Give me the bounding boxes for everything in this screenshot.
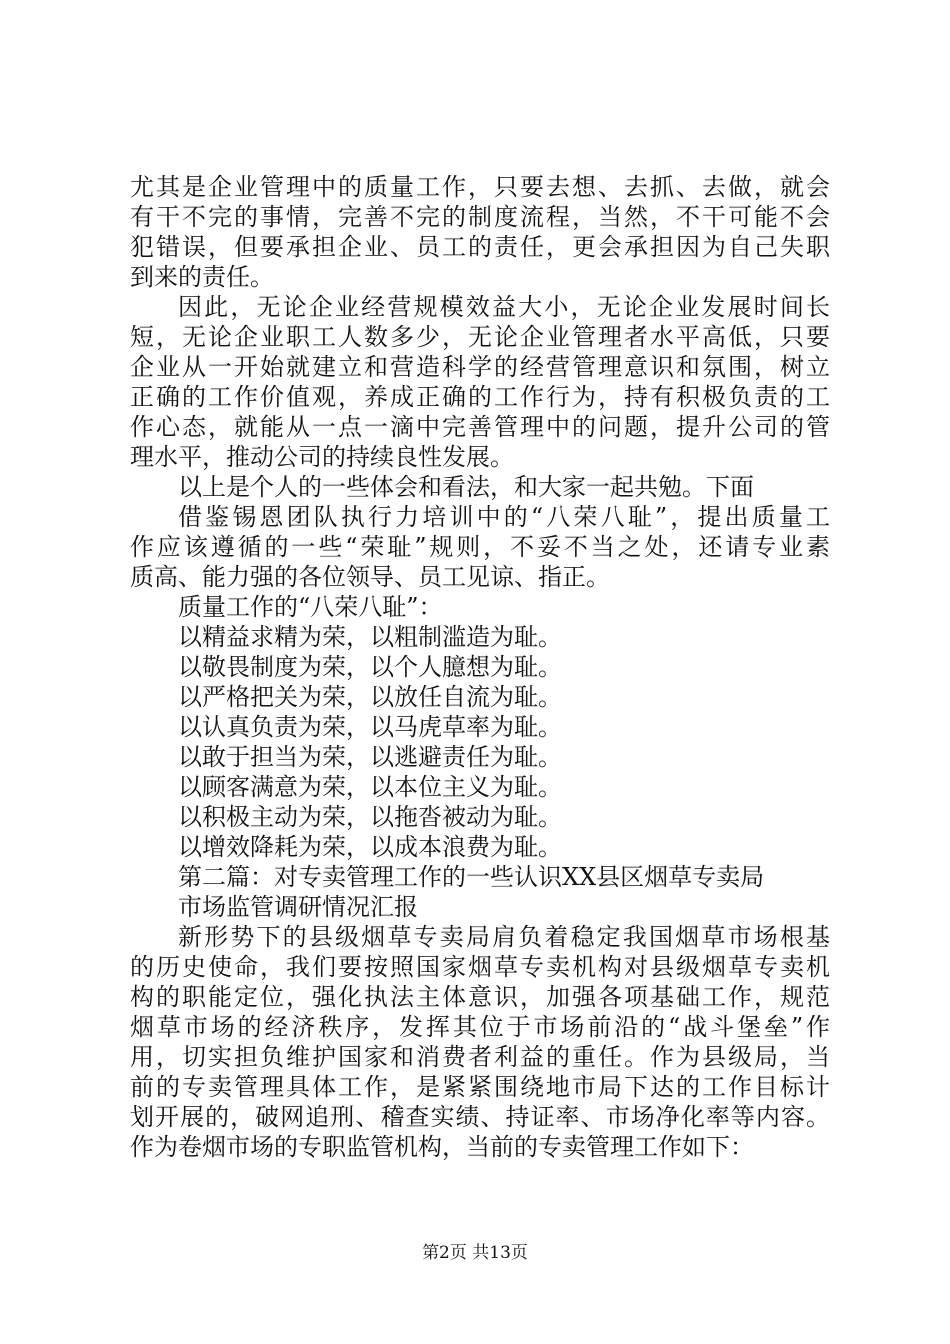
text-line: 划开展的，破网追刑、稽查实绩、持证率、市场净化率等内容。 [130,1103,830,1131]
text-line: 以精益求精为荣，以粗制滥造为耻。 [178,623,562,651]
section-heading: 第二篇：对专卖管理工作的一些认识XX县区烟草专卖局 [178,863,765,891]
text-line: 以敢于担当为荣，以逃避责任为耻。 [178,743,562,771]
text-line: 尤其是企业管理中的质量工作，只要去想、去抓、去做，就会 [130,173,830,201]
text-line: 短，无论企业职工人数多少，无论企业管理者水平高低，只要 [130,323,830,351]
text-line: 质高、能力强的各位领导、员工见谅、指正。 [130,563,610,591]
text-line: 以积极主动为荣，以拖沓被动为耻。 [178,803,562,831]
text-line: 以敬畏制度为荣，以个人臆想为耻。 [178,653,562,681]
text-line: 作为卷烟市场的专职监管机构，当前的专卖管理工作如下： [130,1133,754,1161]
text-line: 有干不完的事情，完善不完的制度流程，当然，不干可能不会 [130,203,830,231]
text-line: 正确的工作价值观，养成正确的工作行为，持有积极负责的工 [130,383,830,411]
text-line: 以顾客满意为荣，以本位主义为耻。 [178,773,562,801]
text-line: 以增效降耗为荣，以成本浪费为耻。 [178,833,562,861]
text-line: 以严格把关为荣，以放任自流为耻。 [178,683,562,711]
text-line: 企业从一开始就建立和营造科学的经营管理意识和氛围，树立 [130,353,830,381]
text-line: 烟草市场的经济秩序，发挥其位于市场前沿的“战斗堡垒”作 [130,1013,830,1041]
text-line: 的历史使命，我们要按照国家烟草专卖机构对县级烟草专卖机 [130,953,830,981]
document-body [130,172,830,1162]
page-number: 第2页 共13页 [422,1243,528,1263]
text-line: 用，切实担负维护国家和消费者利益的重任。作为县级局，当 [130,1043,830,1071]
text-line: 理水平，推动公司的持续良性发展。 [130,443,514,471]
text-line: 以认真负责为荣，以马虎草率为耻。 [178,713,562,741]
text-line: 新形势下的县级烟草专卖局肩负着稳定我国烟草市场根基 [178,923,830,951]
text-line: 因此，无论企业经营规模效益大小，无论企业发展时间长 [178,293,830,321]
text-line: 作心态，就能从一点一滴中完善管理中的问题，提升公司的管 [130,413,830,441]
text-line: 构的职能定位，强化执法主体意识，加强各项基础工作，规范 [130,983,830,1011]
text-line: 作应该遵循的一些“荣耻”规则，不妥不当之处，还请专业素 [130,533,830,561]
text-line: 前的专卖管理具体工作，是紧紧围绕地市局下达的工作目标计 [130,1073,830,1101]
text-line: 以上是个人的一些体会和看法，和大家一起共勉。下面 [178,473,754,501]
text-line: 犯错误，但要承担企业、员工的责任，更会承担因为自己失职 [130,233,830,261]
text-line: 借鉴锡恩团队执行力培训中的“八荣八耻”，提出质量工 [178,503,830,531]
section-heading: 市场监管调研情况汇报 [178,893,418,921]
text-line: 到来的责任。 [130,263,274,291]
text-line: 质量工作的“八荣八耻”： [178,593,443,621]
